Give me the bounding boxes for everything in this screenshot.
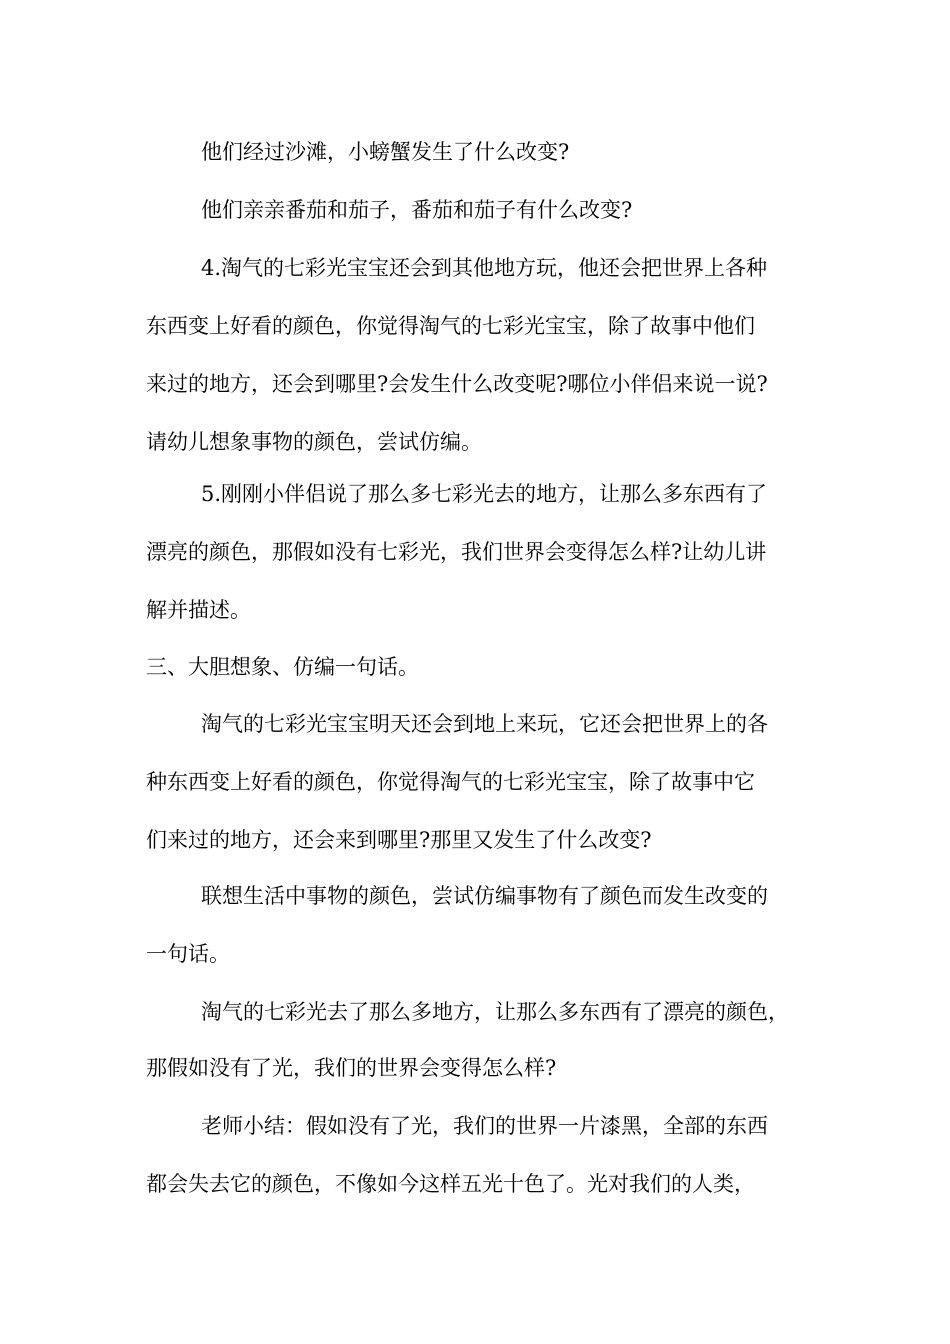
- text-line: 东西变上好看的颜色，你觉得淘气的七彩光宝宝，除了故事中他们: [146, 314, 755, 338]
- text-line: 那假如没有了光，我们的世界会变得怎么样?: [146, 1056, 557, 1080]
- text-line: 5.刚刚小伴侣说了那么多七彩光去的地方，让那么多东西有了: [201, 482, 768, 506]
- section-heading: 三、大胆想象、仿编一句话。: [146, 655, 419, 679]
- text-line: 4.淘气的七彩光宝宝还会到其他地方玩，他还会把世界上各种: [201, 256, 768, 280]
- text-line: 解并描述。: [146, 598, 251, 622]
- text-line: 联想生活中事物的颜色，尝试仿编事物有了颜色而发生改变的: [201, 884, 768, 908]
- text-line: 漂亮的颜色，那假如没有七彩光，我们世界会变得怎么样?让幼儿讲: [146, 540, 767, 564]
- text-line: 来过的地方，还会到哪里?会发生什么改变呢?哪位小伴侣来说一说?: [146, 372, 768, 396]
- text-line: 淘气的七彩光宝宝明天还会到地上来玩，它还会把世界上的各: [201, 712, 768, 736]
- text-line: 一句话。: [146, 942, 230, 966]
- text-line: 他们亲亲番茄和茄子，番茄和茄子有什么改变?: [201, 198, 633, 222]
- text-line: 种东西变上好看的颜色，你觉得淘气的七彩光宝宝，除了故事中它: [146, 770, 755, 794]
- text-line: 老师小结：假如没有了光，我们的世界一片漆黑，全部的东西: [201, 1114, 768, 1138]
- text-line: 们来过的地方，还会来到哪里?那里又发生了什么改变?: [146, 828, 652, 852]
- text-line: 他们经过沙滩，小螃蟹发生了什么改变?: [201, 140, 570, 164]
- text-line: 淘气的七彩光去了那么多地方，让那么多东西有了漂亮的颜色，: [201, 1000, 789, 1024]
- text-line: 都会失去它的颜色，不像如今这样五光十色了。光对我们的人类，: [146, 1172, 755, 1196]
- text-line: 请幼儿想象事物的颜色，尝试仿编。: [146, 430, 482, 454]
